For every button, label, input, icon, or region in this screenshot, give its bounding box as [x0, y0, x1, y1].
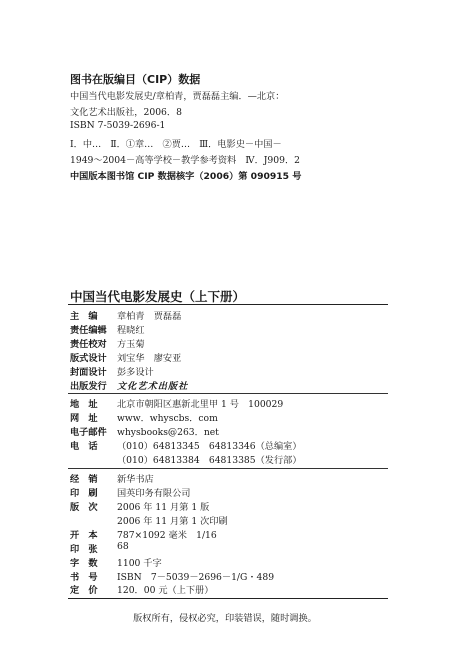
- phone-value: （010）64813384 64813385（发行部）: [117, 455, 302, 466]
- cip-record-number: 中国版本图书馆 CIP 数据核字（2006）第 090915 号: [70, 171, 302, 182]
- credit-label: 版式设计: [70, 353, 107, 364]
- credit-value: 程晓红: [117, 325, 145, 336]
- section-rule: [68, 393, 388, 394]
- credit-label: 封面设计: [70, 367, 107, 378]
- credit-value: 方玉菊: [117, 339, 145, 350]
- cip-line: ISBN 7-5039-2696-1: [70, 120, 166, 131]
- credit-label: 出版发行: [70, 381, 107, 392]
- credit-value: 章柏青 贾磊磊: [117, 311, 182, 322]
- production-label: 开 本: [70, 530, 98, 541]
- cip-line: Ⅰ．中… Ⅱ．①章… ②贾… Ⅲ．电影史－中国－: [70, 139, 282, 150]
- credit-value: 彭多设计: [117, 367, 154, 378]
- production-label: 印 张: [70, 544, 98, 555]
- bottom-rule: [68, 598, 388, 599]
- title-rule: [68, 304, 388, 305]
- production-value: 新华书店: [117, 474, 154, 485]
- isbn-value: ISBN 7－5039－2696－1/G・489: [117, 572, 275, 583]
- email-value: whysbooks@263．net: [117, 427, 219, 438]
- contact-label: 地 址: [70, 399, 98, 410]
- production-value: 1100 千字: [117, 558, 162, 569]
- production-value: 国英印务有限公司: [117, 488, 191, 499]
- publisher-name: 文化艺术出版社: [117, 381, 189, 392]
- production-value: 2006 年 11 月第 1 次印刷: [117, 516, 228, 527]
- website-value: www．whyscbs．com: [117, 413, 218, 424]
- production-value: 2006 年 11 月第 1 版: [117, 502, 210, 513]
- phone-value: （010）64813345 64813346（总编室）: [117, 441, 302, 452]
- production-label: 版 次: [70, 502, 98, 513]
- production-label: 印 刷: [70, 488, 98, 499]
- credit-label: 责任校对: [70, 339, 107, 350]
- contact-label: 电子邮件: [70, 427, 107, 438]
- credit-label: 责任编辑: [70, 325, 107, 336]
- production-label: 书 号: [70, 572, 98, 583]
- cip-heading: 图书在版编目（CIP）数据: [70, 73, 201, 86]
- price-value: 120．00 元（上下册）: [117, 585, 214, 596]
- production-value: 68: [117, 541, 129, 552]
- book-title: 中国当代电影发展史（上下册）: [70, 289, 246, 304]
- credit-label: 主 编: [70, 311, 98, 322]
- production-label: 字 数: [70, 558, 98, 569]
- production-label: 经 销: [70, 474, 98, 485]
- cip-line: 文化艺术出版社，2006．8: [70, 107, 182, 118]
- section-rule: [68, 468, 388, 469]
- cip-line: 1949～2004－高等学校－教学参考资料 Ⅳ．J909．2: [70, 155, 301, 166]
- cip-line: 中国当代电影发展史/章柏青，贾磊磊主编．—北京：: [70, 91, 285, 102]
- production-label: 定 价: [70, 585, 98, 596]
- contact-value: 北京市朝阳区惠新北里甲 1 号 100029: [117, 399, 284, 410]
- copyright-notice: 版权所有，侵权必究，印装错误，随时调换。: [133, 613, 317, 624]
- credit-value: 刘宝华 廖安亚: [117, 353, 182, 364]
- contact-label: 电 话: [70, 441, 98, 452]
- contact-label: 网 址: [70, 413, 98, 424]
- production-value: 787×1092 毫米 1/16: [117, 530, 217, 541]
